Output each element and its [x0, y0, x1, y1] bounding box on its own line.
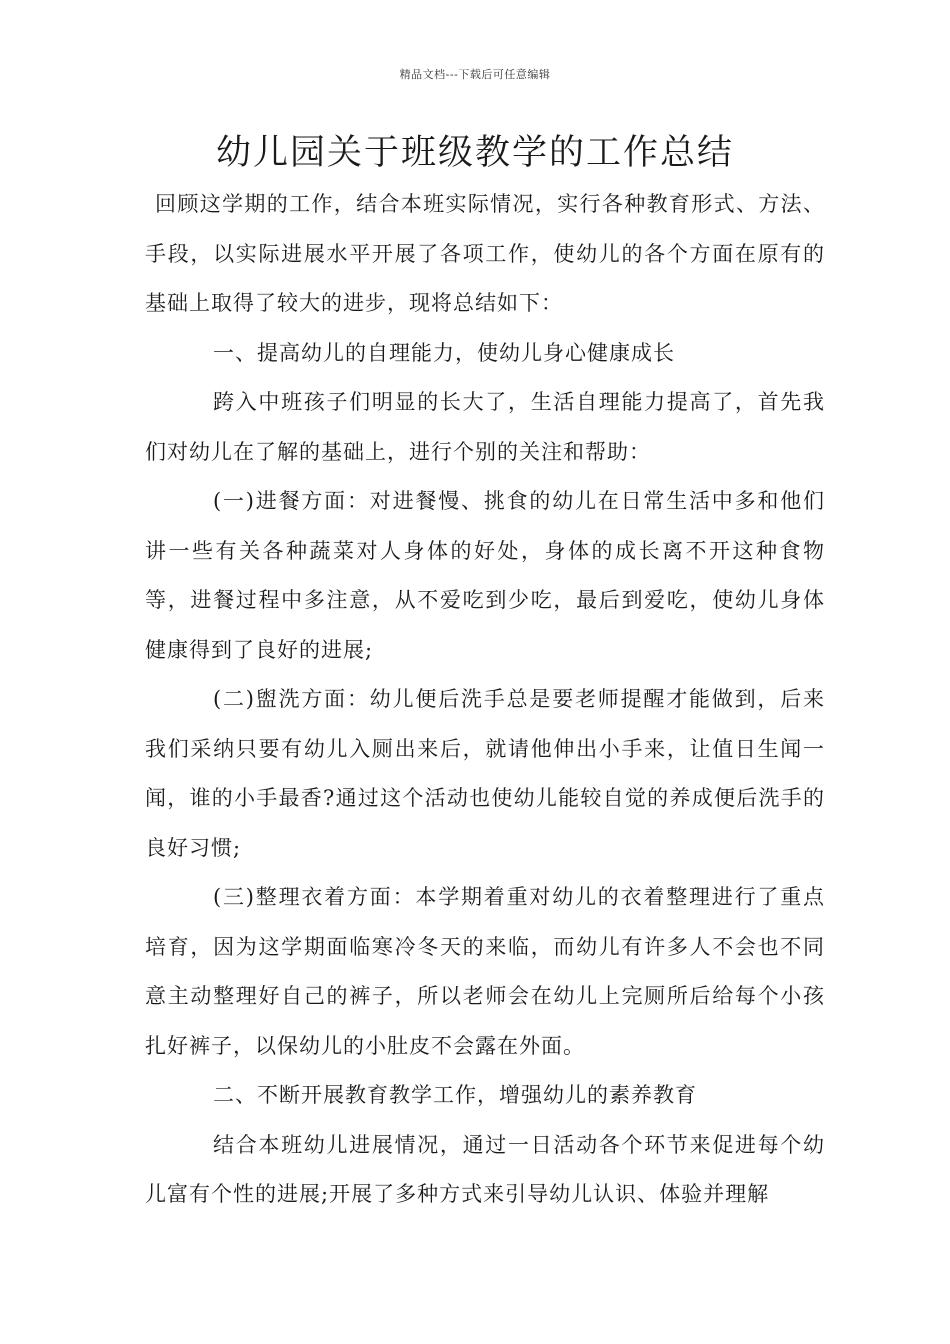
section-heading-1: 一、提高幼儿的自理能力，使幼儿身心健康成长 [213, 340, 675, 365]
document-title: 幼儿园关于班级教学的工作总结 [215, 133, 734, 173]
document-body [145, 180, 825, 1220]
body-paragraph: 跨入中班孩子们明显的长大了，生活自理能力提高了，首先我们对幼儿在了解的基础上，进行个别的关注和帮助： [145, 390, 825, 464]
intro-paragraph: 回顾这学期的工作，结合本班实际情况，实行各种教育形式、方法、手段，以实际进展水平开展了各项工作，使幼儿的各个方面在原有的基础上取得了较大的进步，现将总结如下： [145, 192, 825, 315]
body-paragraph: 结合本班幼儿进展情况，通过一日活动各个环节来促进每个幼儿富有个性的进展;开展了多种方式来引导幼儿认识、体验并理解 [145, 1132, 825, 1206]
header-note: 精品文档---下载后可任意编辑 [399, 68, 551, 81]
body-paragraph: (二)盥洗方面：幼儿便后洗手总是要老师提醒才能做到，后来我们采纳只要有幼儿入厕出来后，就请他伸出小手来，让值日生闻一闻，谁的小手最香?通过这个活动也使幼儿能较自觉的养成便后洗手的良好习惯; [145, 687, 825, 860]
section-heading-2: 二、不断开展教育教学工作，增强幼儿的素养教育 [213, 1083, 697, 1107]
body-paragraph: (三)整理衣着方面：本学期着重对幼儿的衣着整理进行了重点培育，因为这学期面临寒冷冬天的来临，而幼儿有许多人不会也不同意主动整理好自己的裤子，所以老师会在幼儿上完厕所后给每个小孩扎好裤子，以保幼儿的小肚皮不会露在外面。 [145, 885, 825, 1058]
body-paragraph: (一)进餐方面：对进餐慢、挑食的幼儿在日常生活中多和他们讲一些有关各种蔬菜对人身体的好处，身体的成长离不开这种食物等，进餐过程中多注意，从不爱吃到少吃，最后到爱吃，使幼儿身体健康得到了良好的进展; [145, 489, 825, 662]
